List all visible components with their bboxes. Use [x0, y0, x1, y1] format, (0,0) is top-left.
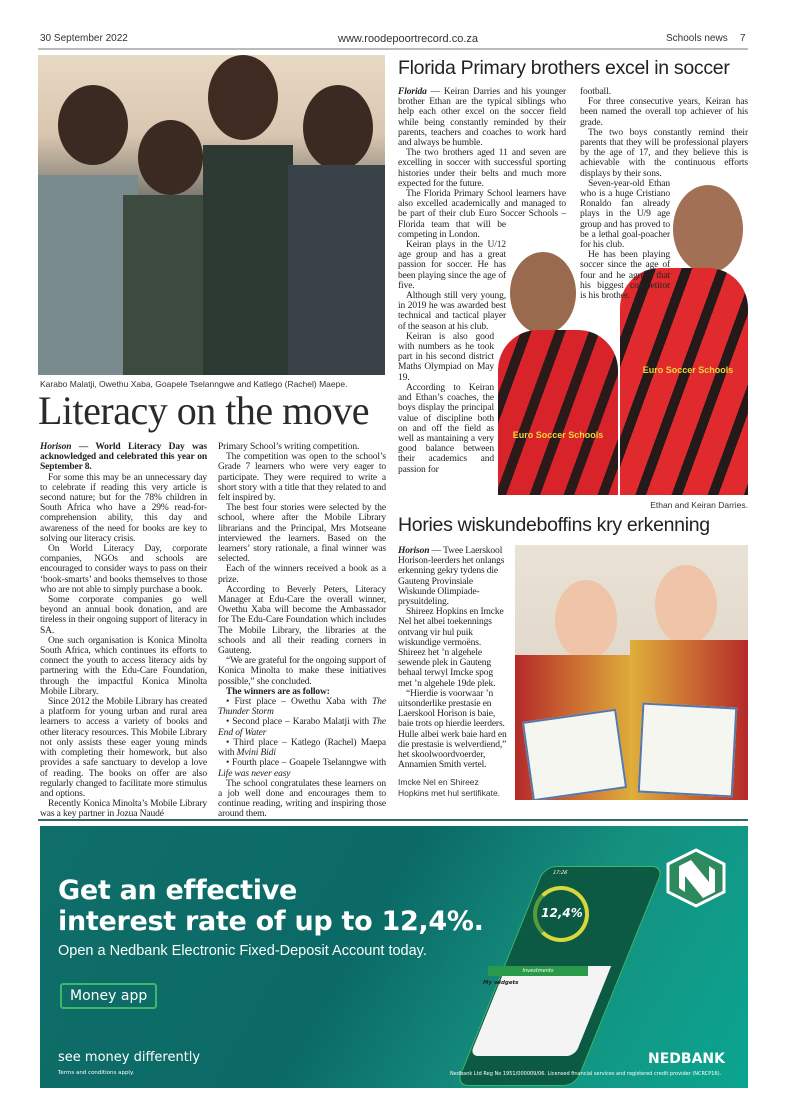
ad-headline-line-1: Get an effective — [58, 875, 298, 906]
paragraph: Although still very young, in 2019 he was awarded best technical and tactical player of the season at his club. — [398, 291, 506, 332]
literacy-photo-caption: Karabo Malatji, Owethu Xaba, Goapele Tselanngwe and Katlego (Rachel) Maepe. — [40, 379, 348, 389]
header-rule — [38, 48, 748, 50]
paragraph: “We are grateful for the ongoing support of Konica Minolta to make these initiatives possible,” she concluded. — [218, 656, 386, 687]
paragraph: “Hierdie is voorwaar ’n uitsonderlike prestasie en Laerskool Horison is baie, baie trots op hierdie leerders. Hulle albei werk baie hard en die prestasie is welverdiend,” het skoolwoordvoerder, Annamien Smith vertel. — [398, 688, 507, 771]
ad-divider — [38, 819, 748, 821]
paragraph: The best four stories were selected by the school, where after the Mobile Library librarians and the Principal, Mrs Motseane interviewed the learners. Based on the learners’ story rationale, a final winner was selected. — [218, 503, 386, 565]
dateline: Florida — [398, 87, 427, 97]
paragraph: The school congratulates these learners on a job well done and encourages them to continue reading, writing and inspiring those around them. — [218, 778, 386, 820]
dateline: Horison — [40, 442, 72, 452]
ad-terms: Terms and conditions apply. — [58, 1070, 135, 1076]
paragraph: Primary School’s writing competition. — [218, 442, 360, 452]
phone-widgets-label: My widgets — [483, 980, 519, 986]
paragraph: He has been playing soccer since the age of four and he agrees that his biggest competitor is his brother. — [580, 250, 670, 302]
winner-item — [218, 758, 386, 778]
literacy-column-1 — [40, 442, 207, 820]
money-app-button[interactable]: Money app — [60, 983, 157, 1009]
nedbank-advert[interactable] — [40, 826, 748, 1088]
paragraph: The two boys constantly remind their parents that they will be professional players by the age of 17, and they believe this is achievable with the continuous efforts displays by their sons. — [580, 127, 748, 179]
literacy-lead — [40, 442, 207, 473]
winners-heading: The winners are as follow: — [226, 686, 330, 697]
soccer-headline: Florida Primary brothers excel in soccer — [398, 57, 730, 79]
phone-rate: 12,4% — [541, 906, 583, 920]
paragraph: Since 2012 the Mobile Library has created a platform for young urban and rural area learners to access a variety of books and other literacy resources. This Mobile Library not only assists these eager young minds with completing their homework, but also provides a safe sanctuary to develop a love of reading. The books on offer are also regularly changed to facilitate more stimulus and options. — [40, 697, 207, 799]
paragraph: The two brothers aged 11 and seven are excelling in soccer with successful sporting histories under their belts and much more expected for the future. — [398, 148, 566, 189]
paragraph: On World Literacy Day, corporate companies, NGOs and schools are encouraged to consider ways to pass on their ‘book-smarts’ and books themselves to those who are not able to simply purchase a book. — [40, 544, 207, 595]
maths-photo — [515, 545, 748, 800]
winner-text: • Second place – Karabo Malatji with — [226, 717, 373, 728]
certificate — [522, 709, 627, 800]
paragraph: The competition was open to the school’s Grade 7 learners who were very eager to participate. They were required to write a short story with a title that they related to and felt inspired by. — [218, 452, 386, 504]
paragraph: Seven-year-old Ethan who is a huge Cristiano Ronaldo fan already plays in the U/9 age group and has proved to be a lethal goal-poacher for his club. — [580, 178, 670, 251]
winner-title: The Thunder Storm — [218, 697, 386, 718]
ad-tagline: see money differently — [58, 1050, 201, 1065]
certificate — [638, 703, 738, 798]
nedbank-logo-icon — [665, 848, 727, 908]
maths-headline: Hories wiskundeboffins kry erkenning — [398, 514, 710, 536]
winner-item — [218, 717, 386, 737]
winner-item — [218, 697, 386, 717]
lead-text: — World Literacy Day was acknowledged and celebrated this year on September 8. — [40, 442, 207, 473]
winner-text: • Fourth place – Goapele Tselanngwe with — [226, 758, 386, 769]
phone-tab: Investments — [488, 966, 588, 976]
paragraph: Shireez Hopkins en Imcke Nel het albei toekennings ontvang vir hul puik wiskundige vermoëns. Shireez het ’n algehele sewende plek in Gauteng behaal terwyl Imcke spog met ’n algehele 19de plek. — [398, 607, 504, 689]
paragraph: football. — [580, 87, 611, 97]
winner-text: • Third place – Katlego (Rachel) Maepa with — [218, 737, 386, 759]
paragraph: One such organisation is Konica Minolta South Africa, which continues its efforts to connect the youth to access literacy aids by partnering with the Edu-Care Foundation, through the impactful Konica Minolta Mobile Library. — [40, 635, 207, 697]
lead-text: — Keiran Darries and his younger brother Ethan are the typical siblings who help each other excel on the soccer field while being constantly reminded by their parents, teachers and coaches to work hard and always be humble. — [398, 87, 566, 149]
winner-title: Life was never easy — [218, 768, 291, 779]
literacy-column-2 — [218, 442, 386, 820]
site-url[interactable]: www.roodepoortrecord.co.za — [338, 33, 479, 45]
soccer-photo-caption: Ethan and Keiran Darries. — [650, 500, 748, 510]
paragraph: Each of the winners received a book as a prize. — [218, 564, 386, 585]
maths-photo-caption: Imcke Nel en Shireez Hopkins met hul sertifikate. — [398, 777, 501, 798]
ad-headline-line-2: interest rate of up to 12,4%. — [58, 906, 484, 937]
ad-subline: Open a Nedbank Electronic Fixed-Deposit Account today. — [58, 943, 427, 959]
lead-text: — Twee Laerskool Horison-leerders het onlangs erkenning gekry tydens die Gauteng Provinsiale Wiskunde Olimpiade-prysuitdeling. — [398, 546, 505, 608]
paragraph: Keiran is also good with numbers as he took part in his second district Maths Olympiad on May 19. — [398, 331, 494, 383]
paragraph: The Florida Primary School learners have also excelled academically and managed to be part of their club Euro Soccer Schools – Florida team that will be competing in London. — [398, 189, 566, 240]
paragraph: Recently Konica Minolta’s Mobile Library was a key partner in Jozua Naudé — [40, 799, 207, 820]
literacy-photo — [38, 55, 385, 375]
soccer-column-2 — [580, 87, 748, 429]
nedbank-wordmark: NEDBANK — [648, 1051, 725, 1067]
paragraph: For some this may be an unnecessary day to celebrate if reading this very article is second nature; but for the 78% children in South Africa who have a 29% read-for-comprehension ability, this day and awareness of the need for books are key to solving our literacy crisis. — [40, 472, 207, 544]
paragraph: According to Keiran and Ethan’s coaches, the boys display the principal value of discipline both on and off the field as well as mantaining a very good balance between their academics and passion for — [398, 382, 494, 475]
winner-text: • First place – Owethu Xaba with — [226, 697, 373, 708]
paragraph: Some corporate companies go well beyond an annual book donation, and are tireless in their ongoing support of literacy in SA. — [40, 595, 207, 636]
phone-time: 17:26 — [551, 870, 569, 876]
soccer-column-1 — [398, 87, 566, 517]
issue-date: 30 September 2022 — [40, 33, 128, 44]
literacy-headline: Literacy on the move — [38, 388, 369, 433]
jersey-text: Euro Soccer Schools — [512, 430, 604, 440]
section-name: Schools news — [666, 33, 728, 44]
ad-legal: Nedbank Ltd Reg No 1951/000009/06. Licensed financial services and registered credit provider (NCRCP16). — [450, 1071, 722, 1077]
paragraph: According to Beverly Peters, Literacy Manager at Edu-Care the overall winner, Owethu Xaba will become the Ambassador for The Edu-Care Foundation which includes The Mobile Library, the libraries at the schools and all their reading corners in Gauteng. — [218, 584, 386, 657]
dateline: Horison — [398, 546, 430, 556]
maths-column — [398, 546, 508, 770]
winner-title: The End of Water — [218, 717, 386, 738]
winner-item — [218, 738, 386, 758]
paragraph: For three consecutive years, Keiran has been named the overall top achiever of his grade. — [580, 97, 748, 128]
paragraph: Keiran plays in the U/12 age group and has a great passion for soccer. He has been playing since the age of five. — [398, 240, 506, 291]
winner-title: Mvini Bidi — [236, 748, 276, 759]
jersey-text: Euro Soccer Schools — [642, 365, 734, 375]
page-number: 7 — [740, 33, 746, 44]
